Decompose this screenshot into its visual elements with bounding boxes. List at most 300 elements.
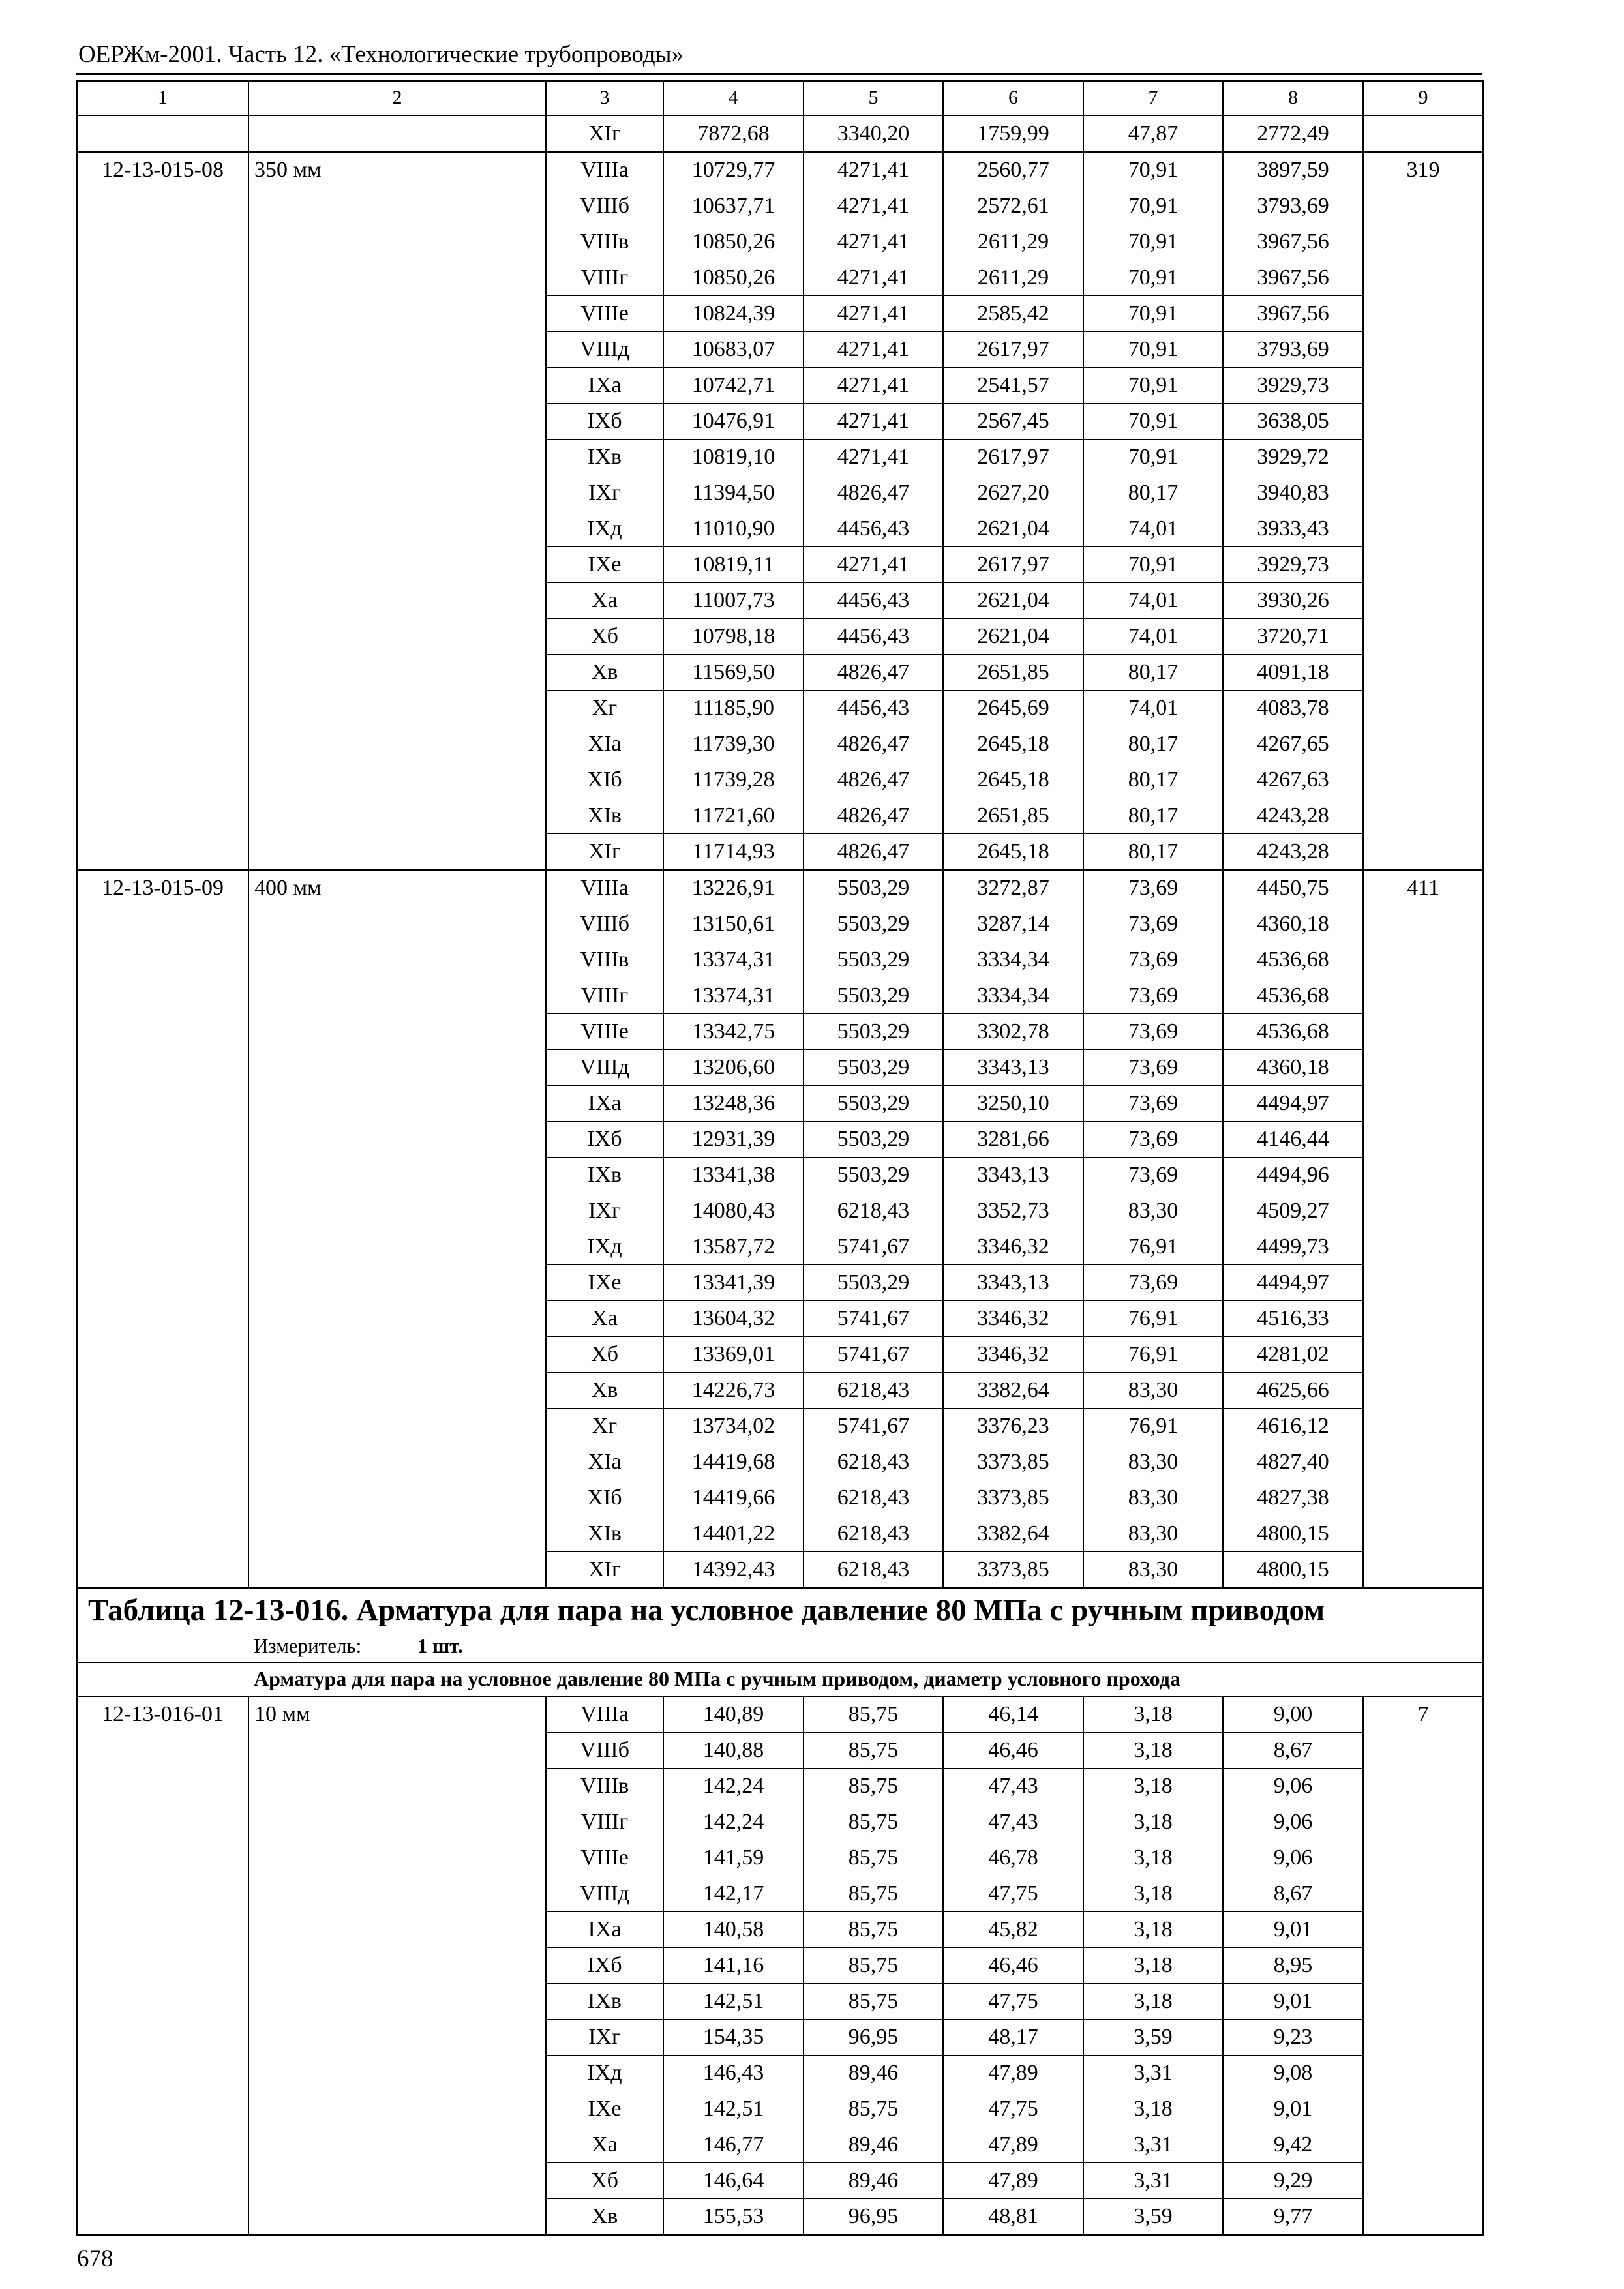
empty-cell [77, 440, 248, 475]
value-cell: 3,18 [1083, 1948, 1223, 1984]
value-cell: 4536,68 [1223, 942, 1363, 978]
empty-cell [1363, 1193, 1483, 1229]
value-cell: 76,91 [1083, 1337, 1223, 1373]
value-cell: 140,89 [663, 1696, 804, 1733]
value-cell: 13342,75 [663, 1014, 804, 1050]
table-row [77, 1948, 1483, 1984]
empty-cell [1363, 1948, 1483, 1984]
measure-value: 1 шт. [417, 1634, 463, 1657]
value-cell: 4494,96 [1223, 1158, 1363, 1193]
value-cell: 5503,29 [804, 1122, 943, 1158]
empty-cell [1363, 691, 1483, 726]
table-016-subtitle: Арматура для пара на условное давление 80 МПа с ручным приводом, диаметр условного прохода [248, 1662, 1483, 1696]
value-cell: 11569,50 [663, 655, 804, 691]
zone-cell: XIг [546, 1552, 663, 1589]
empty-cell [248, 834, 546, 871]
value-cell: 12931,39 [663, 1122, 804, 1158]
table-row [77, 440, 1483, 475]
empty-cell [1363, 332, 1483, 368]
value-cell: 85,75 [804, 1696, 943, 1733]
value-cell: 13587,72 [663, 1229, 804, 1265]
empty-cell [77, 1516, 248, 1552]
zone-cell: VIIIб [546, 906, 663, 942]
value-cell: 4516,33 [1223, 1301, 1363, 1337]
value-cell: 13374,31 [663, 978, 804, 1014]
price-table [76, 80, 1484, 2236]
table-row [77, 511, 1483, 547]
table-row [77, 1480, 1483, 1516]
empty-cell [1363, 2127, 1483, 2163]
value-cell: 3929,73 [1223, 368, 1363, 404]
value-cell: 4827,38 [1223, 1480, 1363, 1516]
table-row [77, 655, 1483, 691]
zone-cell: IXб [546, 1948, 663, 1984]
value-cell: 154,35 [663, 2020, 804, 2056]
value-cell: 83,30 [1083, 1373, 1223, 1409]
value-cell: 70,91 [1083, 152, 1223, 188]
value-cell: 10476,91 [663, 404, 804, 440]
value-cell: 9,01 [1223, 1984, 1363, 2020]
column-number-row [77, 81, 1483, 115]
value-cell: 3,18 [1083, 1840, 1223, 1876]
value-cell: 4281,02 [1223, 1337, 1363, 1373]
empty-cell [248, 1265, 546, 1301]
value-cell: 89,46 [804, 2056, 943, 2091]
empty-cell [1363, 2056, 1483, 2091]
value-cell: 48,81 [943, 2199, 1083, 2236]
empty-cell [1363, 1086, 1483, 1122]
value-cell: 4146,44 [1223, 1122, 1363, 1158]
value-cell: 3,18 [1083, 1733, 1223, 1769]
empty-cell [1363, 834, 1483, 871]
value-cell: 3967,56 [1223, 260, 1363, 296]
value-cell: 4826,47 [804, 475, 943, 511]
value-cell: 9,00 [1223, 1696, 1363, 1733]
value-cell: 13206,60 [663, 1050, 804, 1086]
value-cell: 10850,26 [663, 224, 804, 260]
value-cell: 2621,04 [943, 583, 1083, 619]
value-cell: 70,91 [1083, 368, 1223, 404]
subtitle-row [77, 1662, 1483, 1696]
item-code: 12-13-016-01 [77, 1696, 248, 1733]
value-cell: 6218,43 [804, 1480, 943, 1516]
zone-cell: IXв [546, 1158, 663, 1193]
table-row [77, 475, 1483, 511]
zone-cell: Xг [546, 1409, 663, 1444]
zone-cell: Xг [546, 691, 663, 726]
mass-cell: 319 [1363, 152, 1483, 188]
empty-cell [77, 1733, 248, 1769]
empty-cell [248, 260, 546, 296]
value-cell: 74,01 [1083, 583, 1223, 619]
value-cell: 3382,64 [943, 1373, 1083, 1409]
value-cell: 2651,85 [943, 655, 1083, 691]
value-cell: 3281,66 [943, 1122, 1083, 1158]
empty-cell [1363, 1158, 1483, 1193]
value-cell: 3287,14 [943, 906, 1083, 942]
value-cell: 9,77 [1223, 2199, 1363, 2236]
value-cell: 3,31 [1083, 2163, 1223, 2199]
table-row [77, 1444, 1483, 1480]
zone-cell: VIIIв [546, 1769, 663, 1804]
table-row [77, 1193, 1483, 1229]
table-row [77, 1301, 1483, 1337]
zone-cell: VIIIг [546, 978, 663, 1014]
empty-cell [248, 296, 546, 332]
value-cell: 2645,18 [943, 726, 1083, 762]
empty-cell [248, 1948, 546, 1984]
value-cell: 2651,85 [943, 798, 1083, 834]
empty-cell [77, 1804, 248, 1840]
value-cell: 4271,41 [804, 224, 943, 260]
value-cell: 46,46 [943, 1733, 1083, 1769]
value-cell: 10729,77 [663, 152, 804, 188]
value-cell: 3376,23 [943, 1409, 1083, 1444]
value-cell: 10742,71 [663, 368, 804, 404]
value-cell: 11721,60 [663, 798, 804, 834]
zone-cell: IXа [546, 1086, 663, 1122]
value-cell: 83,30 [1083, 1444, 1223, 1480]
value-cell: 3373,85 [943, 1444, 1083, 1480]
zone-cell: Xб [546, 2163, 663, 2199]
column-number: 2 [248, 81, 546, 115]
empty-cell [1363, 1804, 1483, 1840]
empty-cell [248, 511, 546, 547]
empty-cell [248, 1373, 546, 1409]
mass-cell: 411 [1363, 870, 1483, 906]
table-row [77, 1769, 1483, 1804]
empty-cell [248, 224, 546, 260]
empty-cell [1363, 1229, 1483, 1265]
column-number: 1 [77, 81, 248, 115]
item-size: 400 мм [248, 870, 546, 906]
value-cell: 47,89 [943, 2163, 1083, 2199]
empty-cell [248, 655, 546, 691]
value-cell: 4509,27 [1223, 1193, 1363, 1229]
value-cell: 3343,13 [943, 1265, 1083, 1301]
value-cell: 2772,49 [1223, 115, 1363, 152]
value-cell: 70,91 [1083, 260, 1223, 296]
value-cell: 6218,43 [804, 1373, 943, 1409]
value-cell: 141,59 [663, 1840, 804, 1876]
zone-cell: IXе [546, 2091, 663, 2127]
value-cell: 4826,47 [804, 798, 943, 834]
value-cell: 80,17 [1083, 655, 1223, 691]
value-cell: 3,18 [1083, 1804, 1223, 1840]
value-cell: 155,53 [663, 2199, 804, 2236]
empty-cell [77, 2020, 248, 2056]
measure-row [77, 1633, 1483, 1662]
empty-cell [248, 1158, 546, 1193]
empty-cell [1363, 1516, 1483, 1552]
empty-cell [248, 1804, 546, 1840]
empty-cell [77, 404, 248, 440]
empty-cell [1363, 726, 1483, 762]
value-cell: 5503,29 [804, 906, 943, 942]
empty-cell [77, 583, 248, 619]
zone-cell: XIб [546, 762, 663, 798]
value-cell: 142,24 [663, 1804, 804, 1840]
value-cell: 47,87 [1083, 115, 1223, 152]
table-row [77, 870, 1483, 906]
table-row [77, 906, 1483, 942]
value-cell: 3346,32 [943, 1229, 1083, 1265]
zone-cell: IXа [546, 1912, 663, 1948]
value-cell: 3,31 [1083, 2127, 1223, 2163]
table-row [77, 1516, 1483, 1552]
value-cell: 7872,68 [663, 115, 804, 152]
empty-cell [248, 2163, 546, 2199]
value-cell: 9,06 [1223, 1804, 1363, 1840]
value-cell: 70,91 [1083, 332, 1223, 368]
empty-cell [1363, 1984, 1483, 2020]
empty-cell [77, 1122, 248, 1158]
value-cell: 146,43 [663, 2056, 804, 2091]
table-row [77, 726, 1483, 762]
value-cell: 4456,43 [804, 691, 943, 726]
value-cell: 13369,01 [663, 1337, 804, 1373]
value-cell: 73,69 [1083, 1050, 1223, 1086]
empty-cell [77, 1912, 248, 1948]
empty-cell [248, 1984, 546, 2020]
empty-cell [248, 1516, 546, 1552]
value-cell: 3340,20 [804, 115, 943, 152]
value-cell: 73,69 [1083, 1158, 1223, 1193]
empty-cell [248, 1409, 546, 1444]
empty-cell [248, 1337, 546, 1373]
value-cell: 70,91 [1083, 440, 1223, 475]
value-cell: 4271,41 [804, 368, 943, 404]
value-cell: 142,51 [663, 1984, 804, 2020]
column-number: 9 [1363, 81, 1483, 115]
value-cell: 85,75 [804, 1876, 943, 1912]
empty-cell [77, 1840, 248, 1876]
value-cell: 14226,73 [663, 1373, 804, 1409]
empty-cell [77, 1480, 248, 1516]
value-cell: 74,01 [1083, 691, 1223, 726]
empty-cell [1363, 1301, 1483, 1337]
empty-cell [248, 475, 546, 511]
value-cell: 2541,57 [943, 368, 1083, 404]
value-cell: 4536,68 [1223, 978, 1363, 1014]
empty-cell [1363, 1912, 1483, 1948]
value-cell: 3933,43 [1223, 511, 1363, 547]
value-cell: 3929,73 [1223, 547, 1363, 583]
empty-cell [1363, 2091, 1483, 2127]
value-cell: 45,82 [943, 1912, 1083, 1948]
value-cell: 142,17 [663, 1876, 804, 1912]
value-cell: 76,91 [1083, 1301, 1223, 1337]
zone-cell: IXа [546, 368, 663, 404]
value-cell: 11010,90 [663, 511, 804, 547]
value-cell: 13341,38 [663, 1158, 804, 1193]
table-row [77, 1229, 1483, 1265]
zone-cell: VIIIа [546, 152, 663, 188]
value-cell: 3334,34 [943, 942, 1083, 978]
empty-cell [248, 798, 546, 834]
empty-cell [77, 511, 248, 547]
empty-cell [248, 2020, 546, 2056]
column-number: 7 [1083, 81, 1223, 115]
zone-cell: VIIIе [546, 296, 663, 332]
empty-cell [1363, 1265, 1483, 1301]
value-cell: 3897,59 [1223, 152, 1363, 188]
value-cell: 11739,30 [663, 726, 804, 762]
value-cell: 47,89 [943, 2127, 1083, 2163]
mass-cell: 7 [1363, 1696, 1483, 1733]
value-cell: 4826,47 [804, 762, 943, 798]
empty-cell [1363, 440, 1483, 475]
value-cell: 83,30 [1083, 1552, 1223, 1589]
zone-cell: IXд [546, 2056, 663, 2091]
value-cell: 85,75 [804, 1912, 943, 1948]
empty-cell [77, 188, 248, 224]
empty-cell [77, 2127, 248, 2163]
empty-cell [1363, 224, 1483, 260]
empty-cell [1363, 188, 1483, 224]
zone-cell: VIIIа [546, 1696, 663, 1733]
value-cell: 13248,36 [663, 1086, 804, 1122]
value-cell: 83,30 [1083, 1516, 1223, 1552]
value-cell: 4536,68 [1223, 1014, 1363, 1050]
empty-cell [1363, 1840, 1483, 1876]
empty-cell [248, 726, 546, 762]
table-row [77, 1265, 1483, 1301]
table-row [77, 1552, 1483, 1589]
value-cell: 47,75 [943, 1876, 1083, 1912]
value-cell: 142,51 [663, 2091, 804, 2127]
empty-cell [248, 2127, 546, 2163]
value-cell: 11185,90 [663, 691, 804, 726]
table-row [77, 1696, 1483, 1733]
value-cell: 3352,73 [943, 1193, 1083, 1229]
value-cell: 4267,65 [1223, 726, 1363, 762]
measure-label: Измеритель: [254, 1634, 362, 1657]
table-016-title: Таблица 12-13-016. Арматура для пара на условное давление 80 МПа с ручным приводом [77, 1588, 1483, 1633]
table-row [77, 1804, 1483, 1840]
empty-cell [77, 1769, 248, 1804]
header-rule-thick [76, 73, 1482, 75]
empty-cell [248, 2091, 546, 2127]
value-cell: 9,42 [1223, 2127, 1363, 2163]
empty-cell [248, 583, 546, 619]
value-cell: 2645,69 [943, 691, 1083, 726]
table-row [77, 1373, 1483, 1409]
empty-cell [248, 1912, 546, 1948]
empty-cell [77, 834, 248, 871]
value-cell: 142,24 [663, 1769, 804, 1804]
item-size: 10 мм [248, 1696, 546, 1733]
value-cell: 46,46 [943, 1948, 1083, 1984]
value-cell: 80,17 [1083, 726, 1223, 762]
empty-cell [77, 1552, 248, 1589]
table-row [77, 583, 1483, 619]
zone-cell: Xа [546, 583, 663, 619]
empty-cell [1363, 1122, 1483, 1158]
value-cell: 2621,04 [943, 511, 1083, 547]
zone-cell: IXб [546, 404, 663, 440]
value-cell: 13374,31 [663, 942, 804, 978]
empty-cell [1363, 798, 1483, 834]
table-row [77, 547, 1483, 583]
empty-cell [248, 762, 546, 798]
value-cell: 13150,61 [663, 906, 804, 942]
zone-cell: IXд [546, 1229, 663, 1265]
empty-cell [1363, 475, 1483, 511]
value-cell: 4450,75 [1223, 870, 1363, 906]
value-cell: 4826,47 [804, 726, 943, 762]
value-cell: 6218,43 [804, 1193, 943, 1229]
value-cell: 96,95 [804, 2199, 943, 2236]
value-cell: 5503,29 [804, 1014, 943, 1050]
table-row [77, 260, 1483, 296]
value-cell: 10850,26 [663, 260, 804, 296]
value-cell: 4456,43 [804, 619, 943, 655]
value-cell: 9,01 [1223, 2091, 1363, 2127]
empty-cell [248, 906, 546, 942]
zone-cell: XIв [546, 1516, 663, 1552]
table-row [77, 404, 1483, 440]
column-number: 4 [663, 81, 804, 115]
value-cell: 3929,72 [1223, 440, 1363, 475]
zone-cell: Xв [546, 2199, 663, 2236]
item-code: 12-13-015-09 [77, 870, 248, 906]
value-cell: 83,30 [1083, 1193, 1223, 1229]
value-cell: 146,64 [663, 2163, 804, 2199]
value-cell: 8,67 [1223, 1876, 1363, 1912]
zone-cell: VIIIд [546, 1876, 663, 1912]
value-cell: 5503,29 [804, 870, 943, 906]
value-cell: 4494,97 [1223, 1086, 1363, 1122]
empty-cell [1363, 906, 1483, 942]
zone-cell: XIв [546, 798, 663, 834]
value-cell: 2611,29 [943, 224, 1083, 260]
value-cell: 146,77 [663, 2127, 804, 2163]
empty-cell [248, 547, 546, 583]
empty-cell [77, 296, 248, 332]
empty-cell [1363, 547, 1483, 583]
empty-cell [248, 619, 546, 655]
value-cell: 83,30 [1083, 1480, 1223, 1516]
empty-cell [248, 1193, 546, 1229]
value-cell: 76,91 [1083, 1229, 1223, 1265]
empty-cell [77, 1948, 248, 1984]
value-cell: 3930,26 [1223, 583, 1363, 619]
value-cell: 11007,73 [663, 583, 804, 619]
empty-cell [248, 1301, 546, 1337]
empty-cell [77, 1086, 248, 1122]
table-row [77, 834, 1483, 871]
value-cell: 96,95 [804, 2020, 943, 2056]
value-cell: 5503,29 [804, 942, 943, 978]
value-cell: 13734,02 [663, 1409, 804, 1444]
value-cell: 14392,43 [663, 1552, 804, 1589]
empty-cell [1363, 1337, 1483, 1373]
table-row [77, 691, 1483, 726]
empty-cell [1363, 404, 1483, 440]
table-row [77, 1337, 1483, 1373]
zone-cell: IXд [546, 511, 663, 547]
empty-cell [248, 691, 546, 726]
value-cell: 80,17 [1083, 834, 1223, 871]
table-row [77, 1984, 1483, 2020]
table-row [77, 978, 1483, 1014]
empty-cell [248, 2056, 546, 2091]
value-cell: 80,17 [1083, 798, 1223, 834]
value-cell: 73,69 [1083, 1086, 1223, 1122]
zone-cell: XIа [546, 1444, 663, 1480]
value-cell: 48,17 [943, 2020, 1083, 2056]
